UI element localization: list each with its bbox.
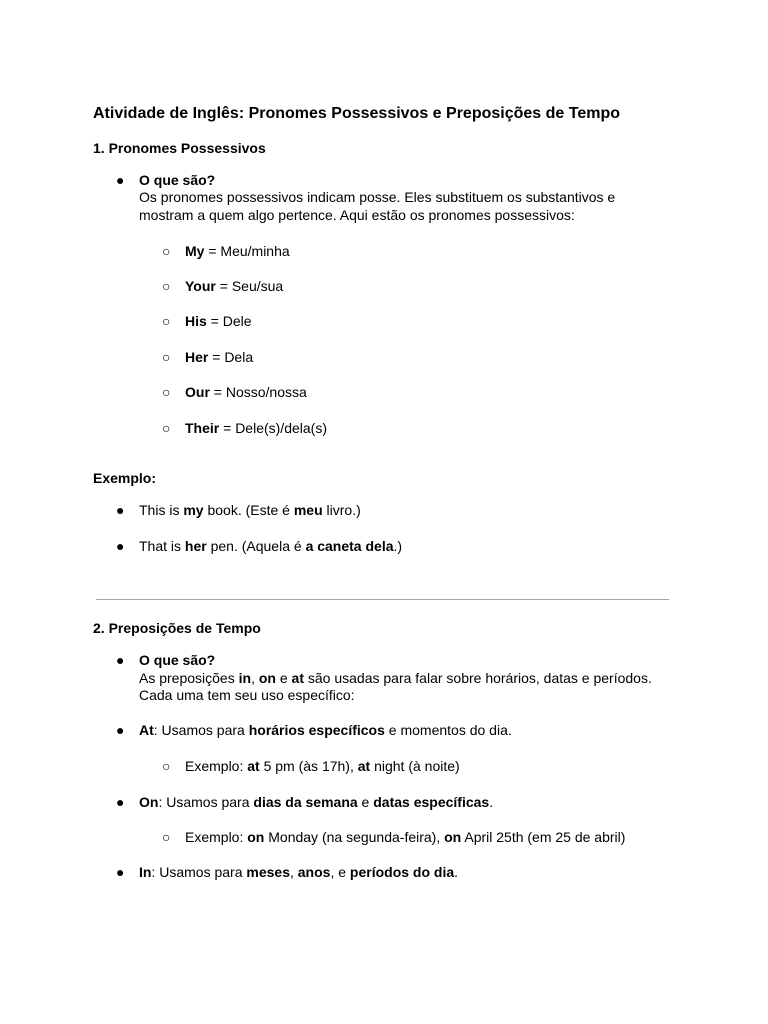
section-heading-pronouns: 1. Pronomes Possessivos xyxy=(93,140,266,156)
what-are-text-line1: Os pronomes possessivos indicam posse. Eles substituem os substantivos e xyxy=(139,189,616,205)
section-heading-prepositions: 2. Preposições de Tempo xyxy=(93,620,261,636)
circle-bullet-icon: ○ xyxy=(162,278,171,294)
circle-bullet-icon: ○ xyxy=(162,420,171,436)
pronoun-item: My = Meu/minha xyxy=(185,243,290,259)
bullet-icon: ● xyxy=(116,652,125,668)
bullet-icon: ● xyxy=(116,864,125,880)
bullet-icon: ● xyxy=(116,502,125,518)
pronoun-item: Their = Dele(s)/dela(s) xyxy=(185,420,327,436)
bullet-icon: ● xyxy=(116,722,125,738)
preposition-at-example: Exemplo: at 5 pm (às 17h), at night (à noite) xyxy=(185,758,460,774)
circle-bullet-icon: ○ xyxy=(162,758,171,774)
pronoun-item: Our = Nosso/nossa xyxy=(185,384,307,400)
what-are-text-line2: Cada uma tem seu uso específico: xyxy=(139,687,355,703)
what-are-label: O que são? xyxy=(139,172,216,188)
what-are-text-line2: mostram a quem algo pertence. Aqui estão os pronomes possessivos: xyxy=(139,207,575,223)
preposition-on-example: Exemplo: on Monday (na segunda-feira), on April 25th (em 25 de abril) xyxy=(185,829,626,845)
circle-bullet-icon: ○ xyxy=(162,313,171,329)
bullet-icon: ● xyxy=(116,538,125,554)
example-heading: Exemplo: xyxy=(93,470,157,486)
circle-bullet-icon: ○ xyxy=(162,384,171,400)
pronoun-item: Her = Dela xyxy=(185,349,254,365)
example-item: This is my book. (Este é meu livro.) xyxy=(139,502,361,518)
circle-bullet-icon: ○ xyxy=(162,243,171,259)
preposition-on-item: On: Usamos para dias da semana e datas específicas. xyxy=(139,794,494,810)
preposition-in-item: In: Usamos para meses, anos, e períodos do dia. xyxy=(139,864,459,880)
bullet-icon: ● xyxy=(116,794,125,810)
what-are-text-line1: As preposições in, on e at são usadas para falar sobre horários, datas e períodos. xyxy=(139,670,652,686)
horizontal-divider xyxy=(96,599,669,600)
circle-bullet-icon: ○ xyxy=(162,829,171,845)
example-item: That is her pen. (Aquela é a caneta dela.) xyxy=(139,538,403,554)
pronoun-item: His = Dele xyxy=(185,313,252,329)
pronoun-item: Your = Seu/sua xyxy=(185,278,284,294)
document-title: Atividade de Inglês: Pronomes Possessivos e Preposições de Tempo xyxy=(93,105,620,122)
what-are-label: O que são? xyxy=(139,652,216,668)
preposition-at-item: At: Usamos para horários específicos e momentos do dia. xyxy=(139,722,512,738)
circle-bullet-icon: ○ xyxy=(162,349,171,365)
bullet-icon: ● xyxy=(116,172,125,188)
